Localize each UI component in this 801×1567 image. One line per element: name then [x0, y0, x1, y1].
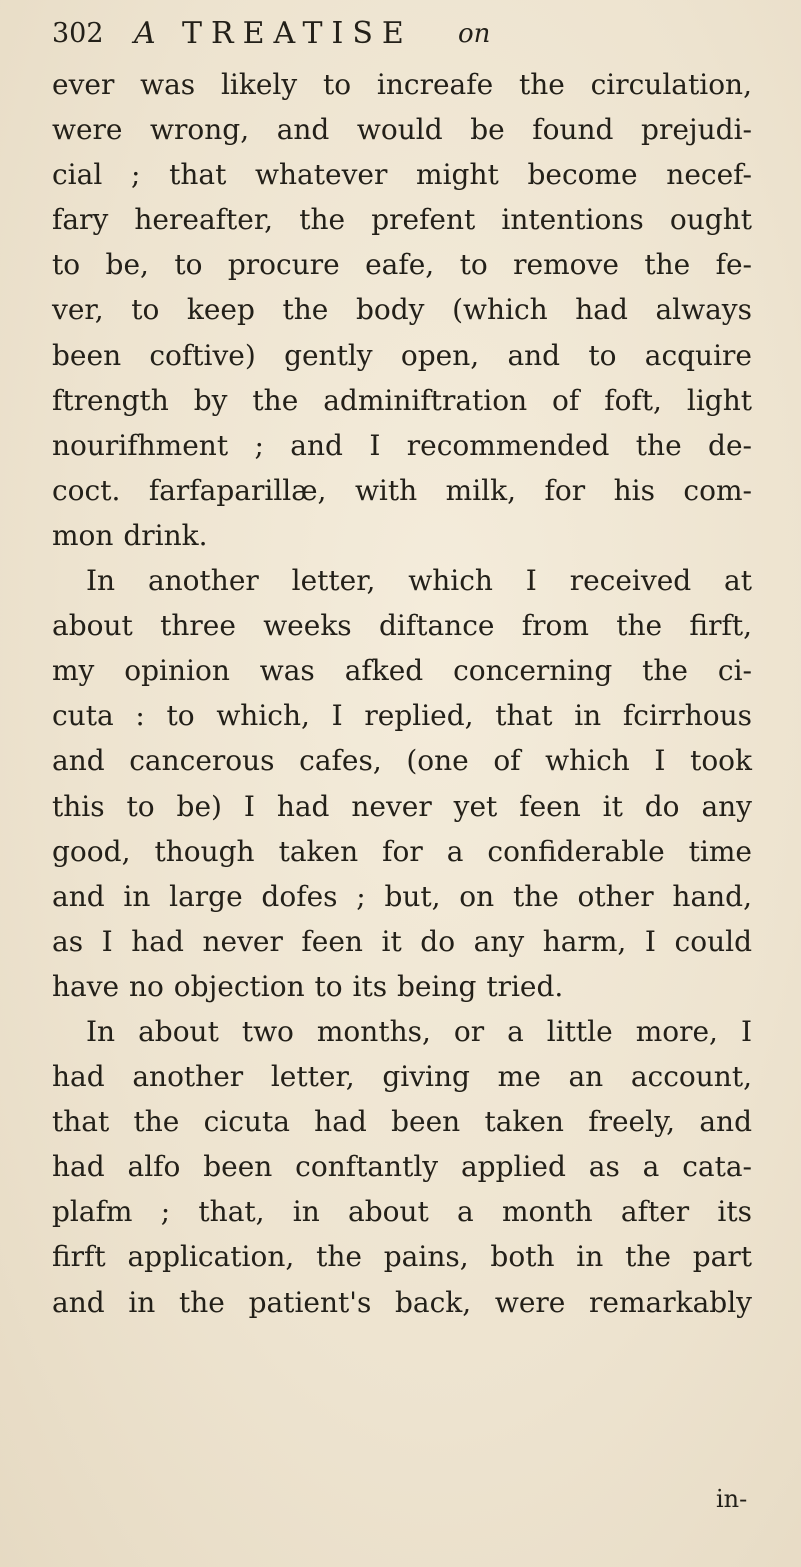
text-line: cuta : to which, I replied, that in fcirrhous [52, 699, 752, 733]
catchword: in- [716, 1485, 748, 1513]
text-line: ever was likely to increafe the circulation, [52, 68, 752, 101]
body-text [52, 62, 752, 1325]
running-head-article: A [134, 16, 156, 51]
text-line: and in the patient's back, were remarkably [52, 1285, 752, 1319]
text-line: good, though taken for a confiderable time [52, 834, 752, 868]
text-line: about three weeks diftance from the firft, [52, 609, 752, 643]
text-line: to be, to procure eafe, to remove the fe- [52, 248, 752, 282]
text-line: have no objection to its being tried. [52, 969, 564, 1003]
text-line: were wrong, and would be found prejudi- [52, 113, 752, 147]
page-number: 302 [52, 18, 104, 49]
text-line: plafm ; that, in about a month after its [52, 1195, 752, 1229]
text-line: that the cicuta had been taken freely, and [52, 1105, 752, 1139]
running-head-on: on [458, 19, 491, 49]
text-line: firft application, the pains, both in the part [52, 1240, 752, 1274]
text-line: and cancerous cafes, (one of which I took [52, 744, 752, 778]
text-line: ftrength by the adminiftration of foft, light [52, 383, 752, 417]
text-line: cial ; that whatever might become necef- [52, 158, 752, 192]
text-line: fary hereafter, the prefent intentions ought [52, 203, 752, 237]
text-line: had another letter, giving me an account, [52, 1060, 752, 1094]
text-line: nourifhment ; and I recommended the de- [52, 428, 752, 462]
text-line: coct. farfaparillæ, with milk, for his com- [52, 473, 752, 507]
text-line: been coftive) gently open, and to acquire [52, 338, 752, 372]
text-line: this to be) I had never yet feen it do any [52, 789, 752, 823]
text-line: my opinion was afked concerning the ci- [52, 654, 752, 688]
running-head [52, 14, 752, 54]
text-line: In about two months, or a little more, I [86, 1014, 752, 1048]
running-head-title: TREATISE [182, 16, 413, 51]
text-line: In another letter, which I received at [86, 564, 752, 598]
text-line: mon drink. [52, 518, 208, 552]
text-line: ver, to keep the body (which had always [52, 293, 752, 327]
text-line: and in large dofes ; but, on the other hand, [52, 879, 752, 913]
text-line: had alfo been conftantly applied as a cata- [52, 1150, 752, 1184]
text-line: as I had never feen it do any harm, I could [52, 924, 752, 958]
